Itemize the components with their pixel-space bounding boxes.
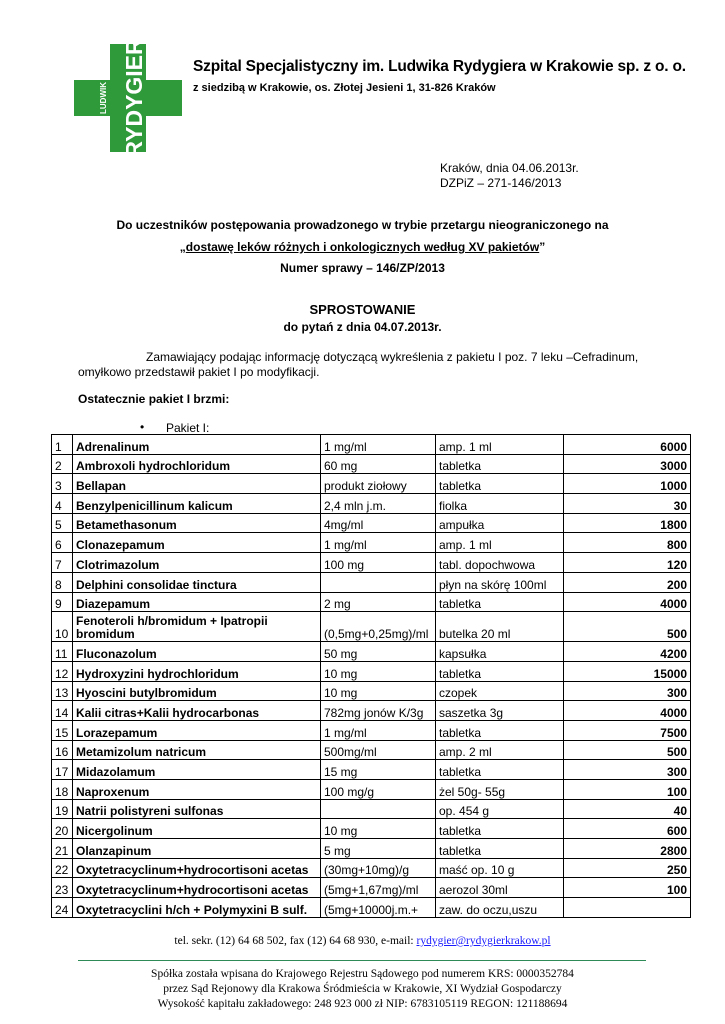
drug-form: kapsułka <box>436 642 564 662</box>
row-number: 13 <box>52 681 73 701</box>
quote-close: ” <box>539 240 546 254</box>
drug-name: Hydroxyzini hydrochloridum <box>73 661 321 681</box>
table-row <box>52 592 691 612</box>
drug-dose: 2 mg <box>321 592 436 612</box>
row-number: 15 <box>52 720 73 740</box>
drug-name: Ambroxoli hydrochloridum <box>73 454 321 474</box>
row-number: 7 <box>52 553 73 573</box>
drug-dose: (0,5mg+0,25mg)/ml <box>321 612 436 642</box>
drug-name: Fenoteroli h/bromidum + Ipatropii bromidum <box>73 612 321 642</box>
drug-form: tabletka <box>436 839 564 859</box>
drug-form: płyn na skórę 100ml <box>436 572 564 592</box>
drug-dose: (5mg+1,67mg)/ml <box>321 878 436 898</box>
logo-subtext: LUDWIK <box>99 82 108 114</box>
table-row <box>52 839 691 859</box>
drug-form: amp. 1 ml <box>436 533 564 553</box>
drug-dose: 782mg jonów K/3g <box>321 701 436 721</box>
table-row <box>52 454 691 474</box>
tender-subject: dostawę leków różnych i onkologicznych według XV pakietów <box>185 240 540 254</box>
drug-quantity: 500 <box>564 612 691 642</box>
drug-name: Delphini consolidae tinctura <box>73 572 321 592</box>
case-number: Numer sprawy – 146/ZP/2013 <box>280 261 445 275</box>
drug-quantity: 6000 <box>564 435 691 455</box>
drug-name: Kalii citras+Kalii hydrocarbonas <box>73 701 321 721</box>
drug-name: Bellapan <box>73 474 321 494</box>
drug-name: Hyoscini butylbromidum <box>73 681 321 701</box>
drug-dose: 10 mg <box>321 819 436 839</box>
drug-quantity: 4000 <box>564 592 691 612</box>
row-number: 8 <box>52 572 73 592</box>
row-number: 4 <box>52 494 73 514</box>
drug-quantity: 7500 <box>564 720 691 740</box>
table-row <box>52 681 691 701</box>
drug-form: fiolka <box>436 494 564 514</box>
drug-dose: 500mg/ml <box>321 740 436 760</box>
row-number: 9 <box>52 592 73 612</box>
drug-dose: 100 mg <box>321 553 436 573</box>
package-bullet <box>142 421 209 435</box>
drug-form: amp. 2 ml <box>436 740 564 760</box>
drug-dose: 100 mg/g <box>321 780 436 800</box>
table-row <box>52 435 691 455</box>
drug-form: zaw. do oczu,uszu <box>436 898 564 918</box>
table-row <box>52 513 691 533</box>
row-number: 17 <box>52 760 73 780</box>
drug-form: saszetka 3g <box>436 701 564 721</box>
row-number: 5 <box>52 513 73 533</box>
table-row <box>52 612 691 642</box>
intro-line-1: Do uczestników postępowania prowadzonego w trybie przetargu nieograniczonego na <box>116 218 609 232</box>
table-row <box>52 474 691 494</box>
table-row <box>52 494 691 514</box>
table-row <box>52 819 691 839</box>
drug-form: czopek <box>436 681 564 701</box>
footer-divider <box>78 960 646 961</box>
drug-dose <box>321 572 436 592</box>
drug-name: Betamethasonum <box>73 513 321 533</box>
drug-dose: 50 mg <box>321 642 436 662</box>
intro-line-2 <box>0 240 725 254</box>
table-row <box>52 760 691 780</box>
drug-name: Adrenalinum <box>73 435 321 455</box>
drug-name: Benzylpenicillinum kalicum <box>73 494 321 514</box>
drug-quantity: 300 <box>564 681 691 701</box>
drug-name: Oxytetracyclinum+hydrocortisoni acetas <box>73 858 321 878</box>
drug-quantity: 4200 <box>564 642 691 662</box>
table-row <box>52 533 691 553</box>
drug-name: Fluconazolum <box>73 642 321 662</box>
drug-quantity: 1800 <box>564 513 691 533</box>
row-number: 18 <box>52 780 73 800</box>
drug-form: ampułka <box>436 513 564 533</box>
table-row <box>52 701 691 721</box>
drug-quantity: 2800 <box>564 839 691 859</box>
drug-quantity: 30 <box>564 494 691 514</box>
drug-form: amp. 1 ml <box>436 435 564 455</box>
table-row <box>52 740 691 760</box>
drug-dose: 15 mg <box>321 760 436 780</box>
drug-quantity: 300 <box>564 760 691 780</box>
row-number: 10 <box>52 612 73 642</box>
paragraph-line-1: Zamawiający podając informację dotyczącą wykreślenia z pakietu I poz. 7 leku –Cefradinum, <box>146 350 639 364</box>
heading-title: SPROSTOWANIE <box>309 302 416 317</box>
heading-subtitle: do pytań z dnia 04.07.2013r. <box>283 320 442 334</box>
logo-text: RYDYGIER <box>121 44 147 152</box>
drug-form: tabletka <box>436 720 564 740</box>
drug-form: aerozol 30ml <box>436 878 564 898</box>
package-label: Pakiet I: <box>166 421 210 435</box>
drug-name: Naproxenum <box>73 780 321 800</box>
drug-quantity: 600 <box>564 819 691 839</box>
drug-dose: (5mg+10000j.m.+ <box>321 898 436 918</box>
body-paragraph <box>78 350 658 380</box>
table-row <box>52 858 691 878</box>
row-number: 14 <box>52 701 73 721</box>
drug-dose: 4mg/ml <box>321 513 436 533</box>
row-number: 22 <box>52 858 73 878</box>
footer-line-1: Spółka została wpisana do Krajowego Rejestru Sądowego pod numerem KRS: 0000352784 <box>151 968 574 980</box>
drug-form: op. 454 g <box>436 799 564 819</box>
row-number: 16 <box>52 740 73 760</box>
drug-form: żel 50g- 55g <box>436 780 564 800</box>
drug-form: tabletka <box>436 474 564 494</box>
contact-text: tel. sekr. (12) 64 68 502, fax (12) 64 68 930, e-mail: <box>174 935 417 947</box>
bullet-icon: • <box>140 420 145 434</box>
row-number: 2 <box>52 454 73 474</box>
drug-form: maść op. 10 g <box>436 858 564 878</box>
drug-quantity: 3000 <box>564 454 691 474</box>
drug-form: butelka 20 ml <box>436 612 564 642</box>
drug-quantity: 100 <box>564 878 691 898</box>
drug-dose: produkt ziołowy <box>321 474 436 494</box>
table-row <box>52 720 691 740</box>
row-number: 3 <box>52 474 73 494</box>
contact-email-link[interactable]: rydygier@rydygierkrakow.pl <box>416 935 551 947</box>
drug-quantity: 4000 <box>564 701 691 721</box>
contact-line <box>0 935 725 947</box>
drug-quantity: 40 <box>564 799 691 819</box>
drug-quantity: 1000 <box>564 474 691 494</box>
drug-form: tabletka <box>436 592 564 612</box>
drug-name: Clotrimazolum <box>73 553 321 573</box>
drug-dose: 5 mg <box>321 839 436 859</box>
row-number: 1 <box>52 435 73 455</box>
drug-name: Metamizolum natricum <box>73 740 321 760</box>
drug-dose: 10 mg <box>321 681 436 701</box>
table-row <box>52 661 691 681</box>
row-number: 6 <box>52 533 73 553</box>
document-meta <box>440 161 579 191</box>
row-number: 12 <box>52 661 73 681</box>
row-number: 24 <box>52 898 73 918</box>
footer <box>0 967 725 1012</box>
table-row <box>52 642 691 662</box>
drug-quantity <box>564 898 691 918</box>
package-table <box>51 434 691 918</box>
row-number: 19 <box>52 799 73 819</box>
hospital-address: z siedzibą w Krakowie, os. Złotej Jesieni 1, 31-826 Kraków <box>193 82 496 94</box>
drug-name: Clonazepamum <box>73 533 321 553</box>
drug-name: Natrii polistyreni sulfonas <box>73 799 321 819</box>
drug-name: Lorazepamum <box>73 720 321 740</box>
row-number: 11 <box>52 642 73 662</box>
row-number: 21 <box>52 839 73 859</box>
drug-form: tabl. dopochwowa <box>436 553 564 573</box>
drug-dose: 2,4 mln j.m. <box>321 494 436 514</box>
drug-name: Nicergolinum <box>73 819 321 839</box>
drug-quantity: 200 <box>564 572 691 592</box>
hospital-logo <box>74 44 182 152</box>
table-row <box>52 572 691 592</box>
drug-form: tabletka <box>436 661 564 681</box>
drug-name: Diazepamum <box>73 592 321 612</box>
drug-form: tabletka <box>436 819 564 839</box>
drug-dose: 1 mg/ml <box>321 435 436 455</box>
table-row <box>52 553 691 573</box>
drug-quantity: 250 <box>564 858 691 878</box>
drug-name: Olanzapinum <box>73 839 321 859</box>
document-date: Kraków, dnia 04.06.2013r. <box>440 161 579 175</box>
quote-open: „ <box>179 240 186 254</box>
drug-dose <box>321 799 436 819</box>
drug-quantity: 800 <box>564 533 691 553</box>
drug-dose: 1 mg/ml <box>321 533 436 553</box>
drug-form: tabletka <box>436 454 564 474</box>
drug-dose: 10 mg <box>321 661 436 681</box>
drug-name: Oxytetracyclinum+hydrocortisoni acetas <box>73 878 321 898</box>
drug-dose: 60 mg <box>321 454 436 474</box>
final-package-label: Ostatecznie pakiet I brzmi: <box>78 392 230 406</box>
table-row <box>52 878 691 898</box>
footer-line-2: przez Sąd Rejonowy dla Krakowa Śródmieścia w Krakowie, XI Wydział Gospodarczy <box>163 983 562 995</box>
row-number: 23 <box>52 878 73 898</box>
drug-form: tabletka <box>436 760 564 780</box>
drug-name: Oxytetracyclini h/ch + Polymyxini B sulf. <box>73 898 321 918</box>
table-row <box>52 780 691 800</box>
drug-quantity: 120 <box>564 553 691 573</box>
drug-quantity: 15000 <box>564 661 691 681</box>
drug-name: Midazolamum <box>73 760 321 780</box>
table-row <box>52 799 691 819</box>
footer-line-3: Wysokość kapitału zakładowego: 248 923 000 zł NIP: 6783105119 REGON: 121188694 <box>157 998 568 1010</box>
drug-quantity: 100 <box>564 780 691 800</box>
hospital-name: Szpital Specjalistyczny im. Ludwika Rydygiera w Krakowie sp. z o. o. <box>193 58 686 75</box>
drug-dose: 1 mg/ml <box>321 720 436 740</box>
paragraph-line-2: omyłkowo przedstawił pakiet I po modyfikacji. <box>78 365 320 379</box>
table-row <box>52 898 691 918</box>
drug-dose: (30mg+10mg)/g <box>321 858 436 878</box>
document-reference: DZPiZ – 271-146/2013 <box>440 176 562 190</box>
drug-quantity: 500 <box>564 740 691 760</box>
row-number: 20 <box>52 819 73 839</box>
